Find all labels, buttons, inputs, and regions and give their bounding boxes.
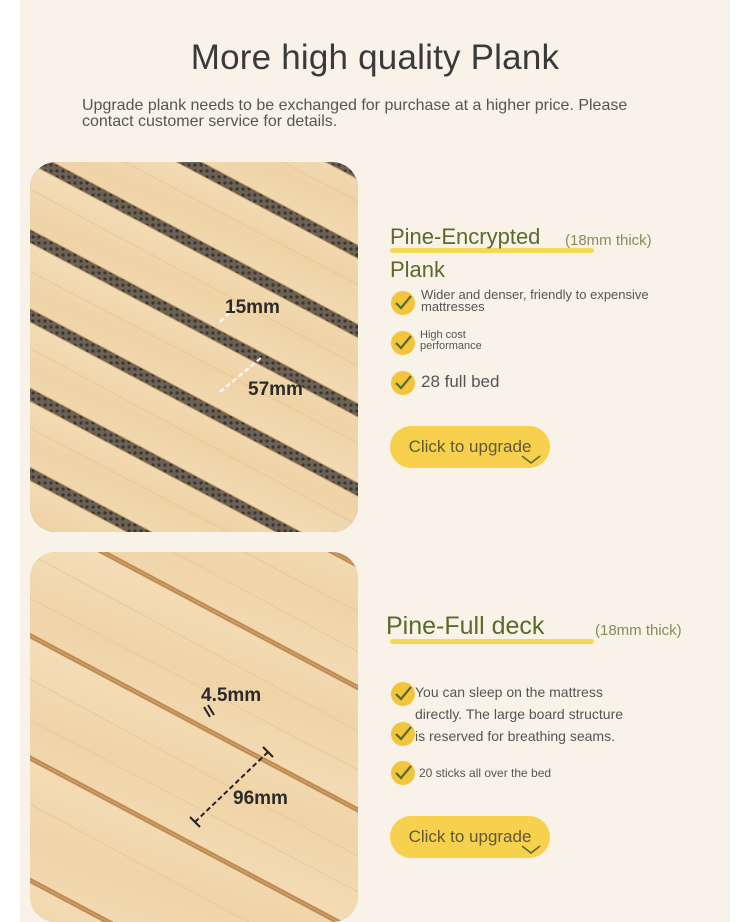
upgrade-button-label: Click to upgrade <box>408 437 532 456</box>
slat-gap-label: 96mm <box>233 788 288 809</box>
slat-width-label: 15mm <box>225 297 280 318</box>
check-icon <box>391 291 415 315</box>
feature-text: High cost performance <box>420 329 482 352</box>
chevron-down-icon <box>520 454 542 466</box>
upgrade-button[interactable] <box>390 426 550 468</box>
slat-photo-full-deck <box>30 552 358 922</box>
product-detail-page <box>20 0 730 922</box>
check-icon <box>391 722 415 746</box>
page-title: More high quality Plank <box>190 38 560 77</box>
page-subtitle: Upgrade plank needs to be exchanged for purchase at a higher price. Please contact customer service for details. <box>82 97 628 130</box>
feature-text: Wider and denser, friendly to expensive mattresses <box>421 287 649 314</box>
slat-width-label: 4.5mm <box>201 685 262 706</box>
upgrade-button-label: Click to upgrade <box>408 827 532 846</box>
feature-text: You can sleep on the mattress directly. The large board structure is reserved for breathing seams. <box>415 684 624 744</box>
product-name: Pine-Encrypted <box>390 224 540 250</box>
thickness-label: (18mm thick) <box>595 622 682 639</box>
check-icon <box>391 682 415 706</box>
feature-text: 28 full bed <box>421 372 500 391</box>
chevron-down-icon <box>520 844 542 856</box>
feature-text: 20 sticks all over the bed <box>419 766 552 780</box>
upgrade-button[interactable] <box>390 816 550 858</box>
product-name-line2: Plank <box>390 257 446 282</box>
check-icon <box>391 371 415 395</box>
check-icon <box>391 331 415 355</box>
product-name: Pine-Full deck <box>386 612 544 641</box>
check-icon <box>391 761 415 785</box>
thickness-label: (18mm thick) <box>565 232 652 249</box>
slat-gap-label: 57mm <box>248 379 303 400</box>
slat-photo-encrypted <box>30 162 358 532</box>
